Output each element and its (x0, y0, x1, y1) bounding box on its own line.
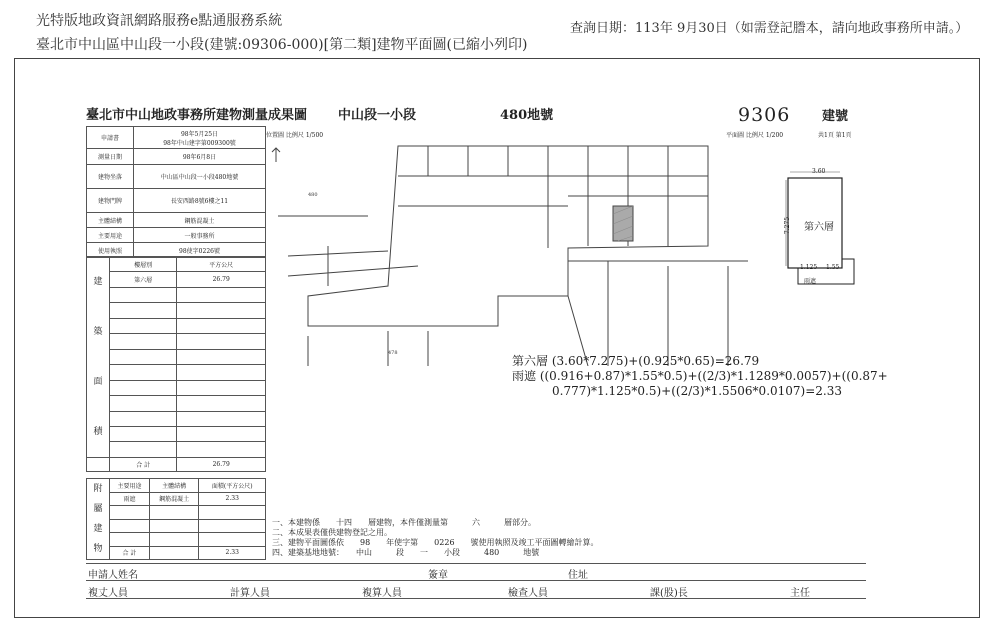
doc-lot: 480地號 (500, 108, 554, 123)
address-label: 住址 (568, 570, 588, 581)
info-table: 申請書 98年5月25日 98年中山建字第009300號 測量日期 98年6月8日 建物坐落 中山區中山段一小段480地號 建物門牌 長安西路8號6樓之11 主體結構 鋼筋混凝土 主要用途 一般事務所 使用執照 98使字0226號 (86, 126, 266, 258)
scale-location: 位置圖 比例尺 1/500 (266, 132, 324, 139)
svg-text:478: 478 (388, 350, 398, 356)
query-date: 查詢日期：113年 9月30日（如需登記謄本，請向地政事務所申請。） (570, 21, 969, 36)
note-4: 四、建築基地地號： 中山 段 一 小段 480 地號 (272, 548, 540, 557)
dim-top: 3.60 (812, 168, 826, 175)
location-plan (268, 136, 748, 366)
calc-rain-2: 0.777)*1.125*0.5)+((2/3)*1.5506*0.0107)=2.33 (552, 384, 842, 398)
svg-text:480: 480 (308, 192, 318, 198)
page-info: 共1頁 第1頁 (818, 132, 852, 139)
side-label-main: 建 築 面 積 (87, 257, 110, 458)
note-3: 三、建物平面圖係依 98 年使字第 0226 號使用執照及竣工平面圖轉繪計算。 (272, 538, 599, 547)
dim-side: 7.275 (784, 216, 792, 235)
punch-hole-icon (955, 437, 971, 453)
staff-recalc: 複算人員 (362, 588, 402, 599)
bottom-rows (86, 563, 866, 599)
note-2: 二、本成果表僅供建物登記之用。 (272, 528, 392, 537)
note-1: 一、本建物係 十四 層建物，本件僅測量第 六 層部分。 (272, 518, 536, 527)
system-title: 光特版地政資訊網路服務e點通服務系統 (36, 13, 283, 29)
calc-rain-1: 雨遮 ((0.916+0.87)*1.55*0.5)+((2/3)*1.1289*0.0057)+((0.87+ (512, 369, 888, 383)
staff-calc: 計算人員 (230, 588, 270, 599)
staff-section-chief: 課(股)長 (650, 588, 688, 599)
build-number: 9306 (738, 104, 791, 126)
rain-label: 雨遮 (804, 278, 817, 285)
calc-floor: 第六層 (3.60*7.275)+(0.925*0.65)=26.79 (512, 354, 760, 368)
doc-title: 臺北市中山地政事務所建物測量成果圖 (86, 108, 308, 123)
doc-section: 中山段一小段 (338, 108, 417, 123)
signature-label: 簽章 (428, 570, 448, 581)
applicant-name-label: 申請人姓名 (88, 570, 138, 581)
staff-check: 檢查人員 (508, 588, 548, 599)
staff-director: 主任 (790, 588, 810, 599)
floor-label: 第六層 (804, 222, 834, 233)
annex-table: 附 屬 建 物 主要用途 主體結構 面積(平方公尺) 雨遮 鋼筋混凝土 2.33 合 計 2.33 (86, 478, 266, 560)
punch-hole-icon (955, 232, 971, 248)
staff-survey: 複丈人員 (88, 588, 128, 599)
build-label: 建號 (822, 109, 849, 124)
dim-b: 1.55 (826, 264, 840, 271)
area-table: 建 築 面 積 樓層別 平方公尺 第六層 26.79 合 計 26.79 (86, 256, 266, 472)
dim-a: 1.125 (800, 264, 818, 271)
document-subtitle: 臺北市中山區中山段一小段(建號:09306-000)[第二類]建物平面圖(已縮小列印) (36, 37, 528, 53)
scale-plan: 平面圖 比例尺 1/200 (726, 132, 784, 139)
